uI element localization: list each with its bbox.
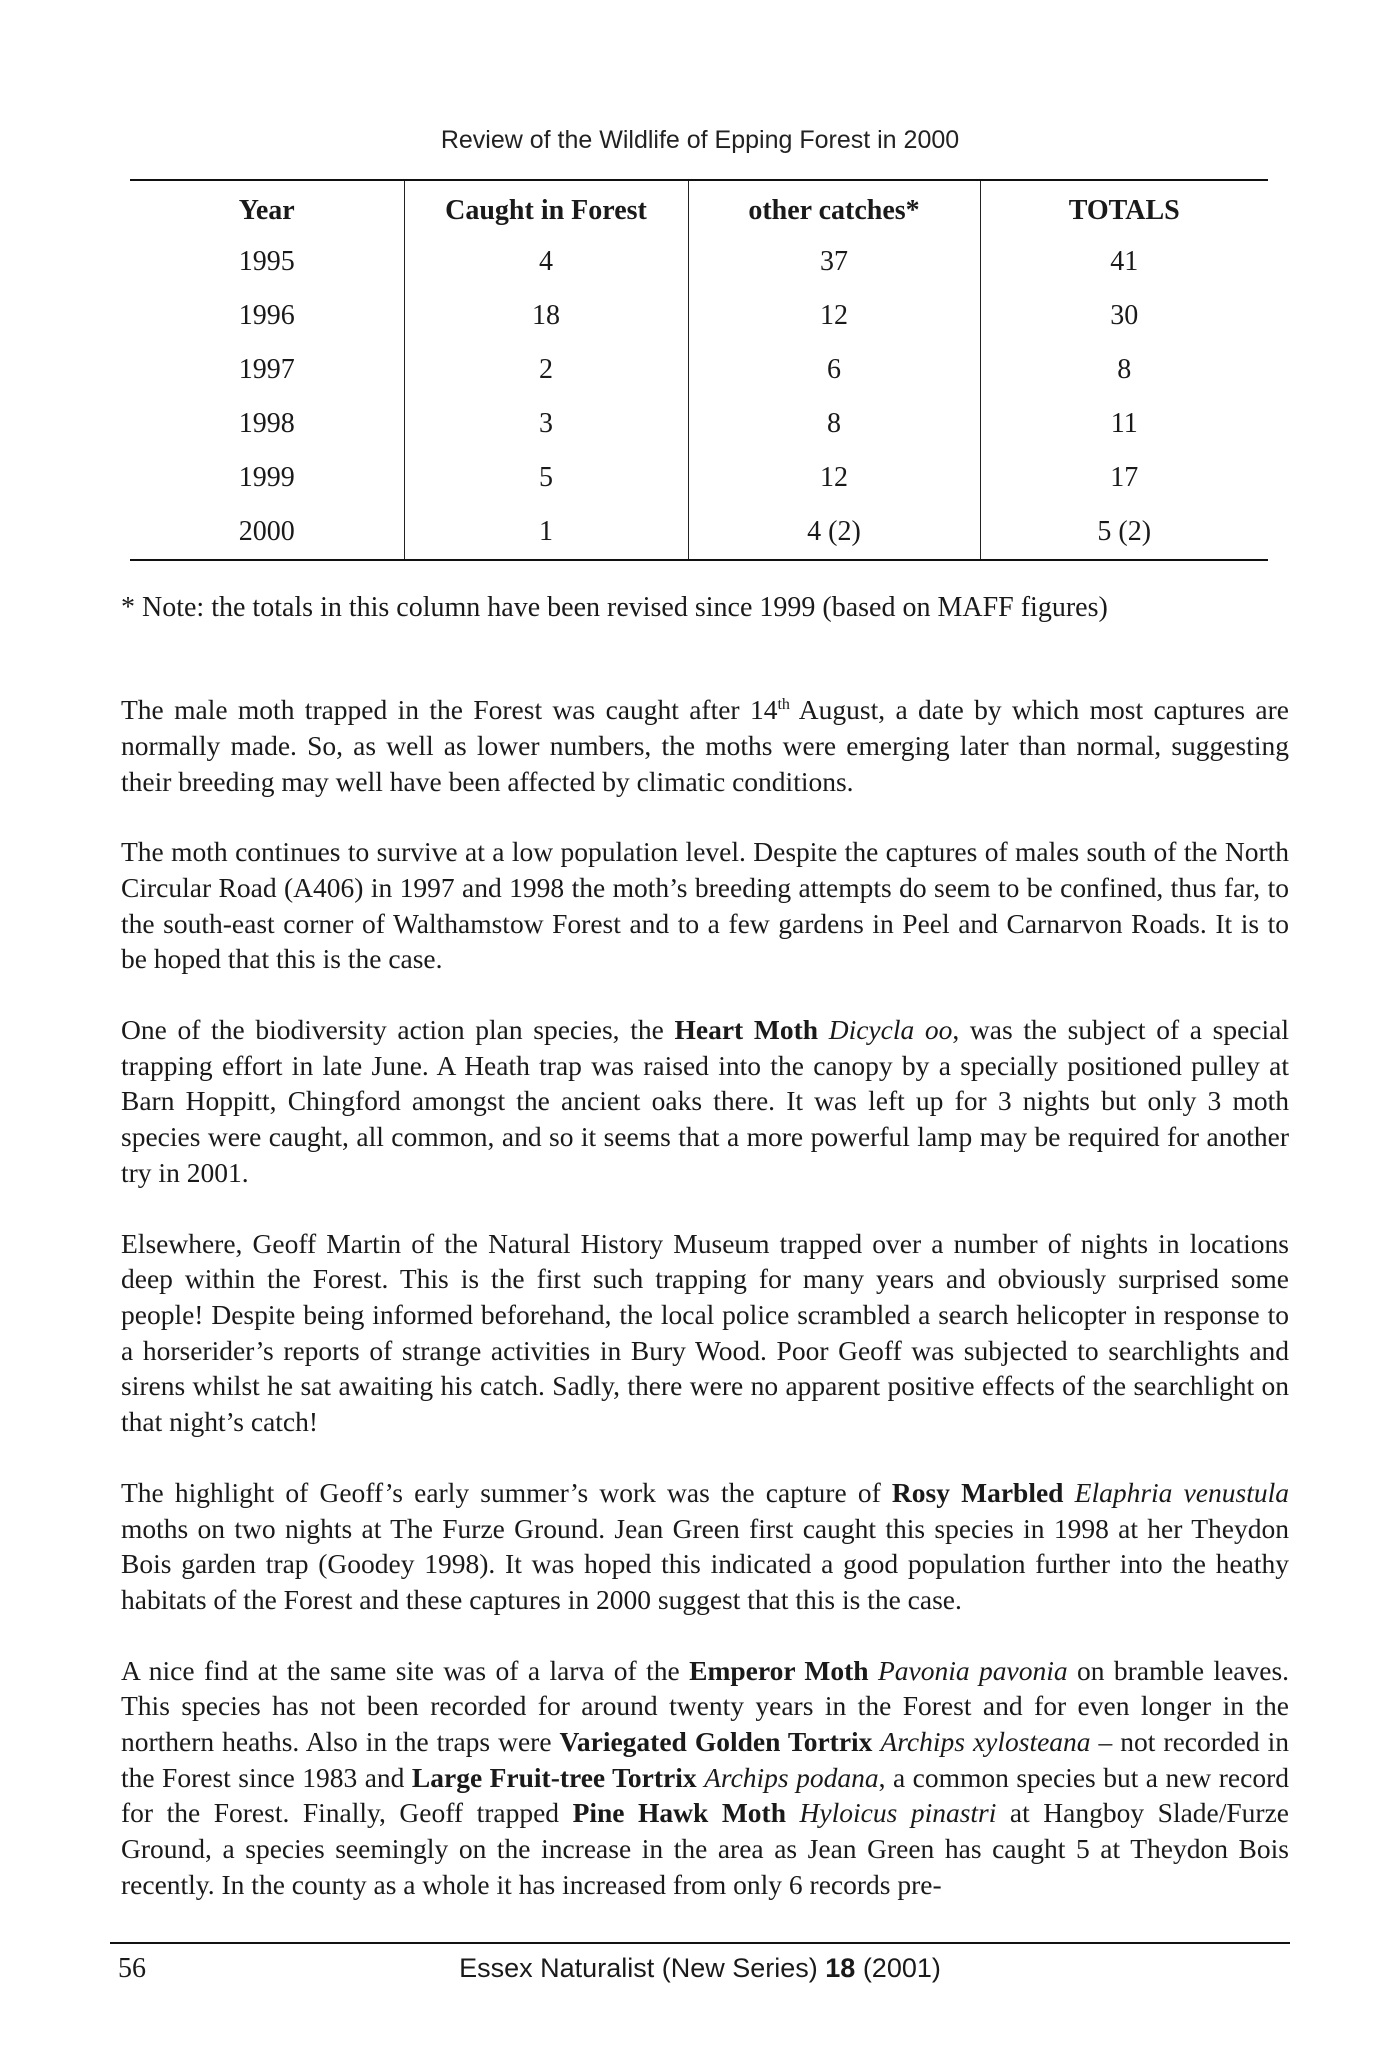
paragraph-text: , a common species but a new record for the Forest. Finally, Geoff trapped <box>121 1761 1289 1829</box>
table-cell-other: 12 <box>688 451 980 505</box>
paragraph-text: A nice find at the same site was of a larva of the <box>121 1654 690 1686</box>
paragraph-text: moths on two nights at The Furze Ground. Jean Green first caught this species in 1998 at her Theydon Bois garden trap (Goodey 1998). It was hoped this indicated a good population further into the heathy habitats of the Forest and these captures in 2000 suggest that this is the case. <box>121 1512 1289 1615</box>
species-common-name: Heart Moth <box>674 1014 819 1046</box>
column-header-year: Year <box>130 180 404 235</box>
table-row <box>130 343 1268 397</box>
table-cell-caught: 4 <box>404 235 688 289</box>
table-row <box>130 451 1268 505</box>
species-latin-name: Archips xylosteana <box>880 1726 1091 1758</box>
table-cell-total: 41 <box>980 235 1268 289</box>
species-latin-name: Hyloicus pinastri <box>799 1797 997 1829</box>
table-cell-other: 8 <box>688 397 980 451</box>
paragraph-text: – not recorded in the Forest since 1983 and <box>121 1726 1289 1793</box>
paragraph-emperor-moth <box>121 1653 1289 1903</box>
species-common-name: Variegated Golden Tortrix <box>559 1726 873 1758</box>
table-cell-total: 17 <box>980 451 1268 505</box>
table-cell-total: 30 <box>980 289 1268 343</box>
paragraph-text: on bramble leaves. This species has not been recorded for around twenty years in the Forest and for even longer in the northern heaths. Also in the traps were <box>121 1654 1290 1758</box>
table-cell-total: 5 (2) <box>980 505 1268 560</box>
table-cell-year: 1997 <box>238 354 295 385</box>
table-cell-caught: 2 <box>404 343 688 397</box>
paragraph-text: One of the biodiversity action plan species, the <box>121 1014 675 1046</box>
table-cell-other: 6 <box>688 343 980 397</box>
column-header-other-catches: other catches* <box>688 180 980 235</box>
paragraph-heart-moth <box>121 1012 1289 1191</box>
species-common-name: Large Fruit-tree Tortrix <box>411 1761 697 1793</box>
table-cell-year: 1999 <box>238 462 295 493</box>
table-cell-year: 1995 <box>238 246 295 277</box>
species-common-name: Emperor Moth <box>689 1654 869 1686</box>
column-header-caught-in-forest: Caught in Forest <box>404 180 688 235</box>
paragraph-text: at Hangboy Slade/Furze Ground, a species seemingly on the increase in the area as Jean Green has caught 5 at Theydon Bois recently. In the county as a whole it has increased from only 6 records pre- <box>121 1797 1290 1900</box>
table-row <box>130 235 1268 289</box>
table-cell-caught: 3 <box>404 397 688 451</box>
species-common-name: Pine Hawk Moth <box>572 1797 787 1829</box>
table-cell-total: 11 <box>980 397 1268 451</box>
table-cell-year: 2000 <box>130 505 404 560</box>
table-cell-year: 1996 <box>238 300 295 331</box>
journal-citation <box>0 1953 1400 1984</box>
table-header-row <box>130 180 1268 235</box>
column-header-totals: TOTALS <box>980 180 1268 235</box>
paragraph-text: The highlight of Geoff’s early summer’s work was the capture of <box>121 1476 892 1508</box>
table-cell-other: 12 <box>688 289 980 343</box>
table-cell-other: 37 <box>688 235 980 289</box>
ordinal-superscript: th <box>777 696 790 713</box>
article-body <box>121 687 1289 1903</box>
table-cell-other: 4 (2) <box>688 505 980 560</box>
paragraph-geoff-martin: Elsewhere, Geoff Martin of the Natural History Museum trapped over a number of nights in locations deep within the Forest. This is the first such trapping for many years and obviously surprised some people! Despite being informed beforehand, the local police scrambled a search helicopter in response to a horserider’s reports of strange activities in Bury Wood. Poor Geoff was subjected to searchlights and sirens whilst he sat awaiting his catch. Sadly, there were no apparent positive effects of the searchlight on that night’s catch! <box>121 1227 1289 1438</box>
table-cell-caught: 18 <box>404 289 688 343</box>
paragraph-rosy-marbled <box>121 1475 1289 1618</box>
running-header: Review of the Wildlife of Epping Forest in 2000 <box>440 126 960 154</box>
page-number: 56 <box>118 1953 146 1984</box>
table-cell-total: 8 <box>980 343 1268 397</box>
footer-divider <box>110 1942 1290 1944</box>
paragraph-text: , was the subject of a special trapping effort in late June. A Heath trap was raised into the canopy by a specially positioned pulley at Barn Hoppitt, Chingford amongst the ancient oaks there. It was left up for 3 nights but only 3 moth species were caught, all common, and so it seems that a more powerful lamp may be required for another try in 2001. <box>121 1014 1290 1188</box>
journal-volume: 18 <box>825 1953 856 1983</box>
paragraph-text: The male moth trapped in the Forest was caught after 14 <box>121 694 778 726</box>
journal-title: Essex Naturalist (New Series) <box>459 1953 818 1983</box>
moth-catch-table-wrap <box>130 179 1268 561</box>
table-footnote: * Note: the totals in this column have been revised since 1999 (based on MAFF figures) <box>121 592 1108 623</box>
moth-catch-table <box>130 179 1268 561</box>
species-latin-name: Elaphria venustula <box>1074 1476 1289 1508</box>
species-latin-name: Pavonia pavonia <box>878 1654 1068 1686</box>
species-common-name: Rosy Marbled <box>891 1476 1064 1508</box>
paragraph-text: August, a date by which most captures are normally made. So, as well as lower numbers, the moths were emerging later than normal, suggesting their breeding may well have been affected by climatic conditions. <box>121 694 1289 797</box>
table-row <box>130 397 1268 451</box>
paragraph-male-moth <box>121 687 1289 799</box>
table-cell-year: 1998 <box>238 408 295 439</box>
table-row <box>130 505 1268 560</box>
species-latin-name: Dicycla oo <box>828 1014 953 1046</box>
journal-year: (2001) <box>862 1953 941 1983</box>
table-cell-caught: 1 <box>404 505 688 560</box>
species-latin-name: Archips podana <box>704 1761 879 1793</box>
table-row <box>130 289 1268 343</box>
table-cell-caught: 5 <box>404 451 688 505</box>
paragraph-population: The moth continues to survive at a low population level. Despite the captures of males south of the North Circular Road (A406) in 1997 and 1998 the moth’s breeding attempts do seem to be confined, thus far, to the south-east corner of Walthamstow Forest and to a few gardens in Peel and Carnarvon Roads. It is to be hoped that this is the case. <box>121 836 1289 975</box>
